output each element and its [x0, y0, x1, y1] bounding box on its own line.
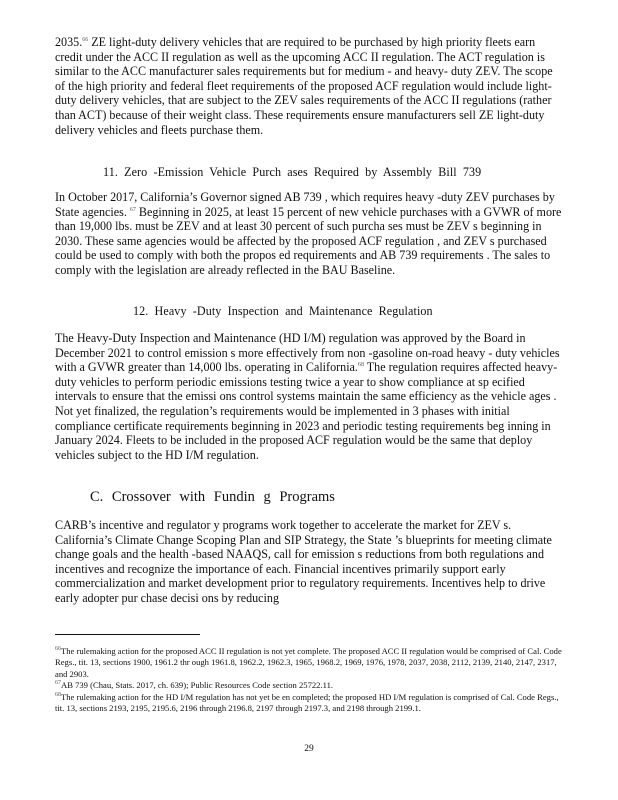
footnote-marker: 68 [55, 691, 61, 698]
section-11-text-part2: Beginning in 2025, at least 15 percent of new vehicle purchases with a GVWR of more than 19,000 lbs. must be ZEV and at least 30 percent of such purcha ses must be ZEV s beginning in 2030. These same agencies would be affected by the proposed ACF regulation , and ZEV s purchased could be used to comply with both the propos ed requirements and AB 739 requirements . The sales to comply with the legislation are already reflected in the BAU Baseline. [55, 204, 562, 277]
footnote-marker: 66 [55, 646, 61, 653]
section-11-text-part1: In October 2017, California’s Governor signed AB 739 , which requires heavy -duty ZEV purchases by State agencies. [55, 190, 555, 219]
footnote-ref-66[interactable]: 66 [82, 36, 89, 43]
section-c-heading: C. Crossover with Fundin g Programs [90, 489, 335, 505]
footnote-68 [55, 692, 565, 715]
footnote-text: The rulemaking action for the HD I/M regulation has not yet be en completed; the proposed HD I/M regulation is comprised of Cal. Code Regs., tit. 13, sections 2193, 2195, 2195.6, 2196 through 2196.8, 2197 through 2197.3, and 2198 through 2199.1. [55, 691, 559, 714]
footnote-divider [55, 634, 200, 635]
section-12-heading: 12. Heavy -Duty Inspection and Maintenance Regulation [133, 304, 433, 318]
paragraph-body: ZE light-duty delivery vehicles that are required to be purchased by high priority fleets earn credit under the ACC II regulation as well as the upcoming ACC II regulation. The ACT regulation is similar to the ACC manufacturer sales requirements but for medium - and heavy- duty ZEV. The scope of the high priority and federal fleet requirements of the proposed ACF regulation would include light-duty delivery vehicles, that are subject to the ZEV sales requirements of the ACC II regulations (rather than ACT) because of their weight class. These requirements ensure manufacturers sell ZE light-duty delivery vehicles and fleets purchase them. [55, 35, 553, 137]
section-c-paragraph: CARB’s incentive and regulator y programs work together to accelerate the market for ZEV s. California’s Climate Change Scoping Plan and SIP Strategy, the State ’s blueprints for meeting climate change goals and the health -based NAAQS, call for emission s reductions from both regulations and incentives and recognize the importance of each. Financial incentives primarily support early commercialization and market development prior to regulatory requirements. Incentives help to drive early adopter pur chase decisi ons by reducing [55, 518, 552, 605]
footnote-marker: 67 [55, 680, 61, 687]
paragraph-acc-act [55, 35, 565, 137]
footnotes [55, 646, 565, 714]
page-number: 29 [304, 744, 314, 754]
footnote-ref-68[interactable]: 68 [357, 362, 364, 369]
paragraph-lead: 2035. [55, 35, 83, 49]
footnote-66 [55, 646, 565, 680]
footnote-text: AB 739 (Chau, Stats. 2017, ch. 639); Public Resources Code section 25722.11. [61, 680, 334, 691]
section-12-text-part2: The regulation requires affected heavy-duty vehicles to perform periodic emissions testing twice a year to show compliance at sp ecified intervals to ensure that the emissi ons control systems maintain the same efficiency as the vehicle ages . Not yet finalized, the regulation’s requirements would be implemented in 3 phases with initial compliance certificate requirements beginning in 2023 and periodic testing requirements beg inning in January 2024. Fleets to be included in the proposed ACF regulation would be the same that deploy vehicles subject to the HD I/M regulation. [55, 360, 558, 462]
section-12-text-part1: The Heavy-Duty Inspection and Maintenance (HD I/M) regulation was approved by the Board in December 2021 to control emission s more effectively from non -gasoline on-road heavy - duty vehicles with a GVWR greater than 14,000 lbs. operating in California. [55, 331, 560, 375]
section-11-paragraph [55, 190, 565, 278]
footnote-text: The rulemaking action for the proposed ACC II regulation is not yet complete. The proposed ACC II regulation would be comprised of Cal. Code Regs., tit. 13, sections 1900, 1961.2 thr ough 1961.8, 1962.2, 1962.3, 1965, 1968.2, 1969, 1976, 1978, 2037, 2038, 2112, 2139, 2140, 2147, 2317, and 2903. [55, 646, 562, 679]
footnote-67 [55, 680, 565, 691]
section-12-paragraph [55, 331, 565, 462]
section-11-heading: 11. Zero -Emission Vehicle Purch ases Required by Assembly Bill 739 [103, 165, 482, 179]
footnote-ref-67[interactable]: 67 [129, 206, 136, 213]
